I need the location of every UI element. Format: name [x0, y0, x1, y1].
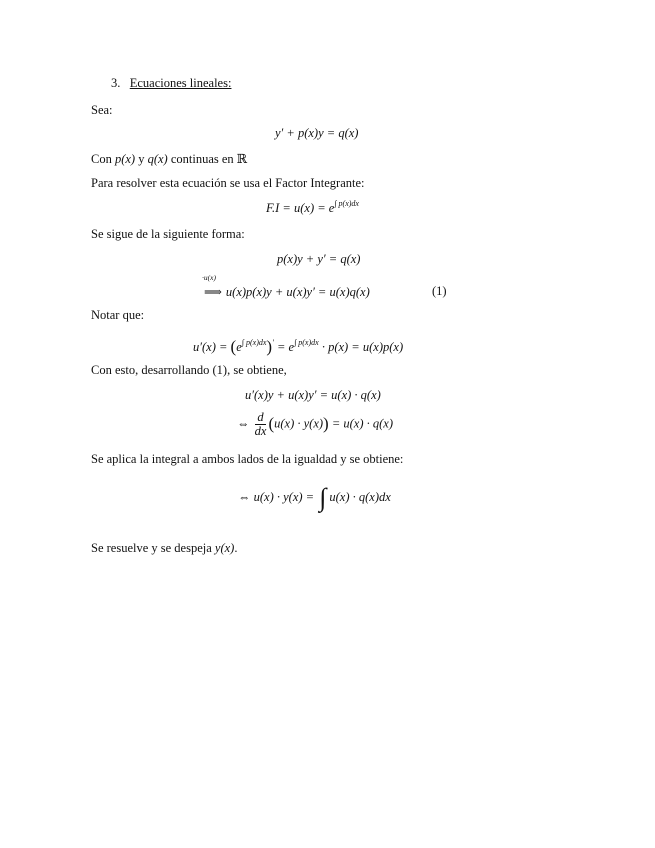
text-notar: Notar que: [91, 308, 145, 322]
equation-factor-integrante [266, 201, 359, 216]
fi-main: F.I = u(x) = e [266, 201, 335, 215]
eq5-rhs: = u(x) · q(x) [328, 416, 394, 431]
arrow-glyph: ⟹ [204, 285, 222, 299]
notar-e: e [236, 340, 242, 354]
resuelve-var: y(x) [214, 541, 235, 555]
notar-eq: = e [273, 340, 295, 354]
notar-prime: ′ [272, 338, 274, 347]
text-sigue: Se sigue de la siguiente forma: [91, 227, 245, 241]
text-con: Con [91, 152, 112, 166]
text-continuas-en: continuas en ℝ [170, 152, 248, 166]
math-p: p(x) [114, 152, 136, 166]
text-sea: Sea: [91, 103, 113, 117]
equation-product: u′(x)y + u(x)y′ = u(x) · q(x) [245, 388, 381, 402]
equation-multiplied [202, 273, 370, 300]
section-number: 3. [111, 76, 121, 90]
notar-lhs: u′(x) = [193, 340, 231, 354]
section-heading [111, 76, 231, 91]
text-con-esto: Con esto, desarrollando (1), se obtiene, [91, 363, 287, 377]
math-q: q(x) [147, 152, 168, 166]
notar-exp1: ∫ p(x)dx [241, 338, 267, 347]
notar-exp2: ∫ p(x)dx [294, 338, 319, 347]
frac-num: d [255, 411, 267, 425]
implies-arrow [202, 273, 222, 300]
equation-derivative [237, 411, 393, 438]
text-resuelve [91, 541, 237, 556]
text-aplica: Se aplica la integral a ambos lados de la igualdad y se obtiene: [91, 452, 404, 466]
derivative-fraction [255, 411, 267, 438]
eq3-body: u(x)p(x)y + u(x)y′ = u(x)q(x) [225, 285, 370, 299]
equation-integral [238, 478, 391, 512]
paren-close-2: ) [323, 413, 329, 433]
text-y: y [138, 152, 145, 166]
section-title: Ecuaciones lineales: [129, 76, 232, 90]
arrow-label: ·u(x) [202, 273, 216, 282]
resuelve-post: . [234, 541, 238, 555]
iff-symbol: ⇔ [237, 416, 250, 431]
notar-rhs: · p(x) = u(x)p(x) [318, 340, 404, 354]
equation-notar [193, 336, 403, 356]
text-factor-integrante: Para resolver esta ecuación se usa el Factor Integrante: [91, 176, 365, 190]
equation-rearranged: p(x)y + y′ = q(x) [277, 252, 361, 266]
text-continuas [91, 151, 247, 167]
resuelve-pre: Se resuelve y se despeja [91, 541, 212, 555]
equation-label-1: (1) [432, 284, 447, 298]
eq5-body: u(x) · y(x) [274, 416, 324, 431]
paren-open: ( [230, 337, 237, 356]
eq6-rhs: u(x) · q(x)dx [329, 490, 391, 504]
fi-exponent: ∫ p(x)dx [334, 199, 359, 208]
paren-close: ) [266, 337, 273, 356]
eq6-lhs: ⇔ u(x) · y(x) = [238, 490, 318, 504]
integral-sign: ∫ [319, 483, 327, 512]
paren-open-2: ( [268, 413, 275, 433]
equation-linear: y′ + p(x)y = q(x) [275, 126, 359, 140]
frac-den: dx [254, 424, 267, 439]
